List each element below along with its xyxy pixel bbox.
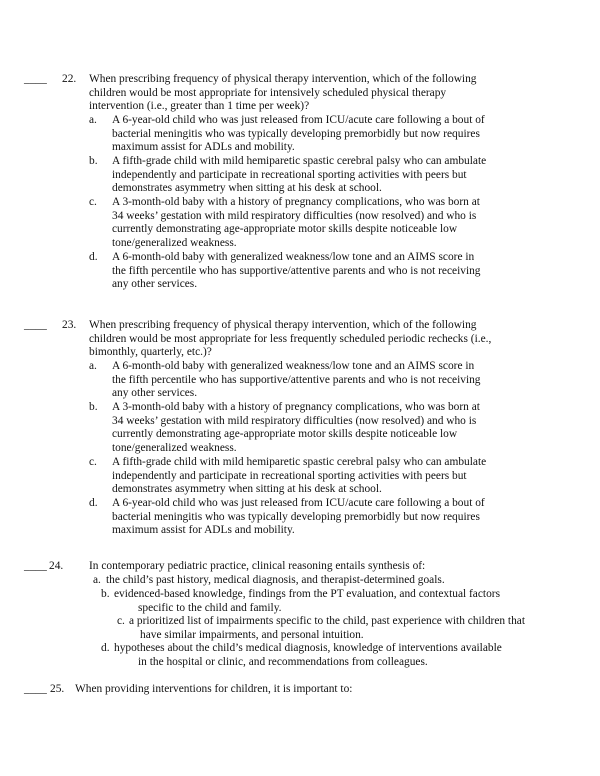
option-text: A 3-month-old baby with a history of pregnancy complications, who was born at 34 weeks’ gestation with mild respiratory difficulties (now resolved) and who is currently demonstrating age-appropriate motor skills despite noticeable low tone/generalized weakness. — [112, 196, 480, 250]
option-text: A 6-year-old child who was just released from ICU/acute care following a bout of bacterial meningitis who was typically developing premorbidly but now requires maximum assist for ADLs and mobility. — [112, 497, 485, 537]
option-text: A 6-month-old baby with generalized weakness/low tone and an AIMS score in the fifth percentile who has supportive/attentive parents and who is not receiving any other services. — [112, 360, 481, 400]
question-number: 23. — [62, 319, 77, 331]
option-text: A fifth-grade child with mild hemiparetic spastic cerebral palsy who can ambulate independently and participate in recreational sporting activities with peers but demonstrates asymmetry when sitting at his desk at school. — [112, 456, 487, 496]
question-stem: When prescribing frequency of physical therapy intervention, which of the following children would be most appropriate for less frequently scheduled periodic rechecks (i.e., bimonthly, quarterly, etc.)? — [89, 319, 492, 359]
option-letter: b. — [101, 588, 110, 600]
option-text: A 3-month-old baby with a history of pregnancy complications, who was born at 34 weeks’ gestation with mild respiratory difficulties (now resolved) and who is currently demonstrating age-appropriate motor skills despite noticeable low tone/generalized weakness. — [112, 401, 480, 455]
answer-blank: ____ — [24, 319, 47, 331]
option-letter: b. — [89, 155, 98, 167]
option-text: evidenced-based knowledge, findings from the PT evaluation, and contextual factors specific to the child and family. — [114, 588, 501, 614]
option-letter: c. — [117, 615, 125, 627]
option-text: A 6-year-old child who was just released from ICU/acute care following a bout of bacterial meningitis who was typically developing premorbidly but now requires maximum assist for ADLs and mobility. — [112, 114, 485, 154]
option-letter: d. — [89, 251, 98, 263]
answer-blank: ____ — [24, 683, 47, 695]
question-number: 24. — [49, 560, 64, 572]
question-number: 25. — [50, 683, 65, 695]
option-letter: c. — [89, 196, 97, 208]
option-letter: d. — [89, 497, 98, 509]
option-letter: a. — [89, 114, 97, 126]
option-text: a prioritized list of impairments specific to the child, past experience with children that have similar impairments, and personal intuition. — [129, 615, 526, 641]
question-stem: In contemporary pediatric practice, clinical reasoning entails synthesis of: — [89, 560, 426, 572]
option-text: A fifth-grade child with mild hemiparetic spastic cerebral palsy who can ambulate independently and participate in recreational sporting activities with peers but demonstrates asymmetry when sitting at his desk at school. — [112, 155, 487, 195]
option-letter: b. — [89, 401, 98, 413]
question-number: 22. — [62, 73, 77, 85]
answer-blank: ____ — [24, 73, 47, 85]
option-letter: a. — [93, 574, 101, 586]
option-text: hypotheses about the child’s medical diagnosis, knowledge of interventions available in the hospital or clinic, and recommendations from colleagues. — [114, 642, 502, 668]
answer-blank: ____ — [24, 560, 47, 572]
option-text: A 6-month-old baby with generalized weakness/low tone and an AIMS score in the fifth percentile who has supportive/attentive parents and who is not receiving any other services. — [112, 251, 481, 291]
question-stem: When providing interventions for children, it is important to: — [75, 683, 353, 695]
option-letter: c. — [89, 456, 97, 468]
question-stem: When prescribing frequency of physical therapy intervention, which of the following children would be most appropriate for intensively scheduled physical therapy intervention (i.e., greater than 1 time per week)? — [89, 73, 477, 113]
option-letter: d. — [101, 642, 110, 654]
option-text: the child’s past history, medical diagnosis, and therapist-determined goals. — [106, 574, 445, 586]
option-letter: a. — [89, 360, 97, 372]
